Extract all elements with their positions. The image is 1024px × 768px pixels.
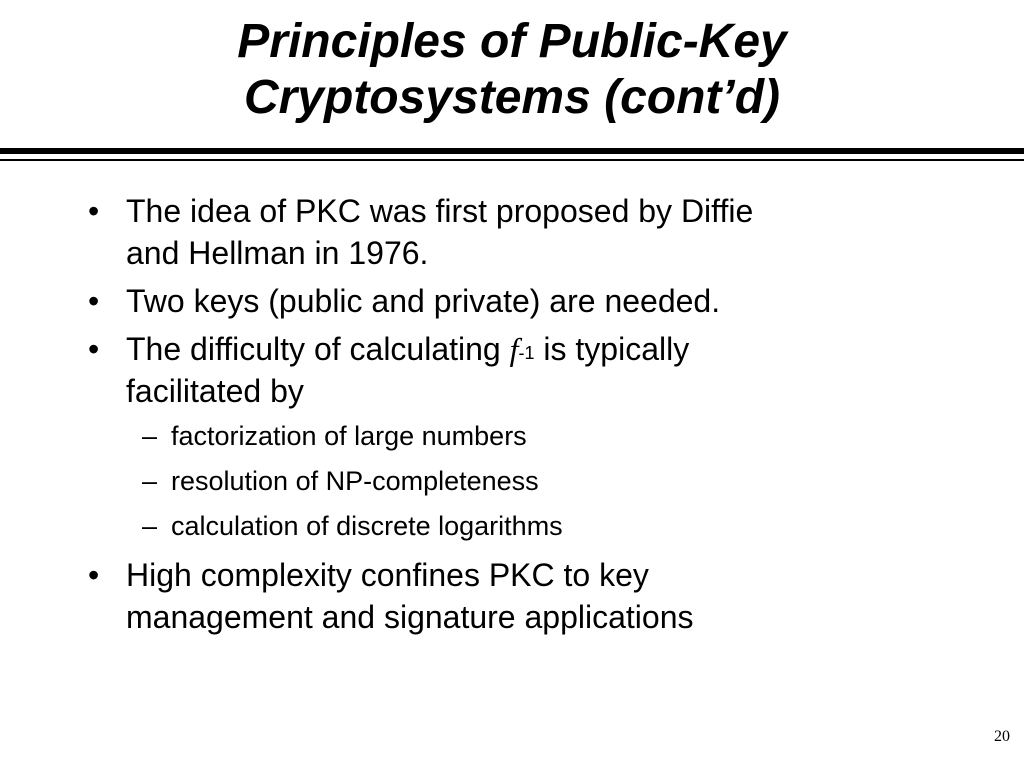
title-divider-thick — [0, 148, 1024, 154]
sub-bullet-text: factorization of large numbers — [171, 421, 527, 451]
slide-title-line-1: Principles of Public-Key — [237, 15, 787, 68]
slide-title — [0, 14, 1024, 126]
title-divider-thin — [0, 159, 1024, 161]
bullet-text: High complexity confines PKC to key — [126, 557, 649, 593]
bullet-item-2 — [0, 280, 1024, 322]
bullet-item-1 — [0, 190, 1024, 274]
bullet-text: The idea of PKC was first proposed by Diffie — [126, 193, 754, 229]
bullet-item-3 — [0, 328, 1024, 412]
slide-title-line-2: Cryptosystems (cont’d) — [243, 71, 781, 124]
function-symbol: f — [509, 331, 519, 367]
bullet-text: facilitated by — [126, 373, 304, 409]
bullet-text: Two keys (public and private) are needed. — [126, 283, 721, 319]
sub-bullet-list — [0, 419, 1024, 543]
slide-body — [0, 190, 1024, 644]
page-number: 20 — [994, 728, 1010, 745]
bullet-text: and Hellman in 1976. — [126, 235, 429, 271]
bullet-marker: • — [88, 331, 100, 367]
function-exponent: -1 — [518, 343, 535, 363]
sub-bullet-marker: – — [142, 421, 158, 451]
bullet-marker: • — [88, 557, 100, 593]
bullet-text: management and signature applications — [126, 599, 694, 635]
bullet-marker: • — [88, 283, 100, 319]
sub-bullet-marker: – — [142, 511, 158, 541]
bullet-text: The difficulty of calculating — [126, 331, 510, 367]
bullet-text: is typically — [534, 331, 690, 367]
bullet-marker: • — [88, 193, 100, 229]
sub-bullet-item-3 — [0, 509, 1024, 543]
sub-bullet-item-1 — [0, 419, 1024, 453]
bullet-item-4 — [0, 554, 1024, 638]
sub-bullet-item-2 — [0, 464, 1024, 498]
sub-bullet-text: resolution of NP-completeness — [171, 466, 539, 496]
sub-bullet-marker: – — [142, 466, 158, 496]
sub-bullet-text: calculation of discrete logarithms — [171, 511, 563, 541]
